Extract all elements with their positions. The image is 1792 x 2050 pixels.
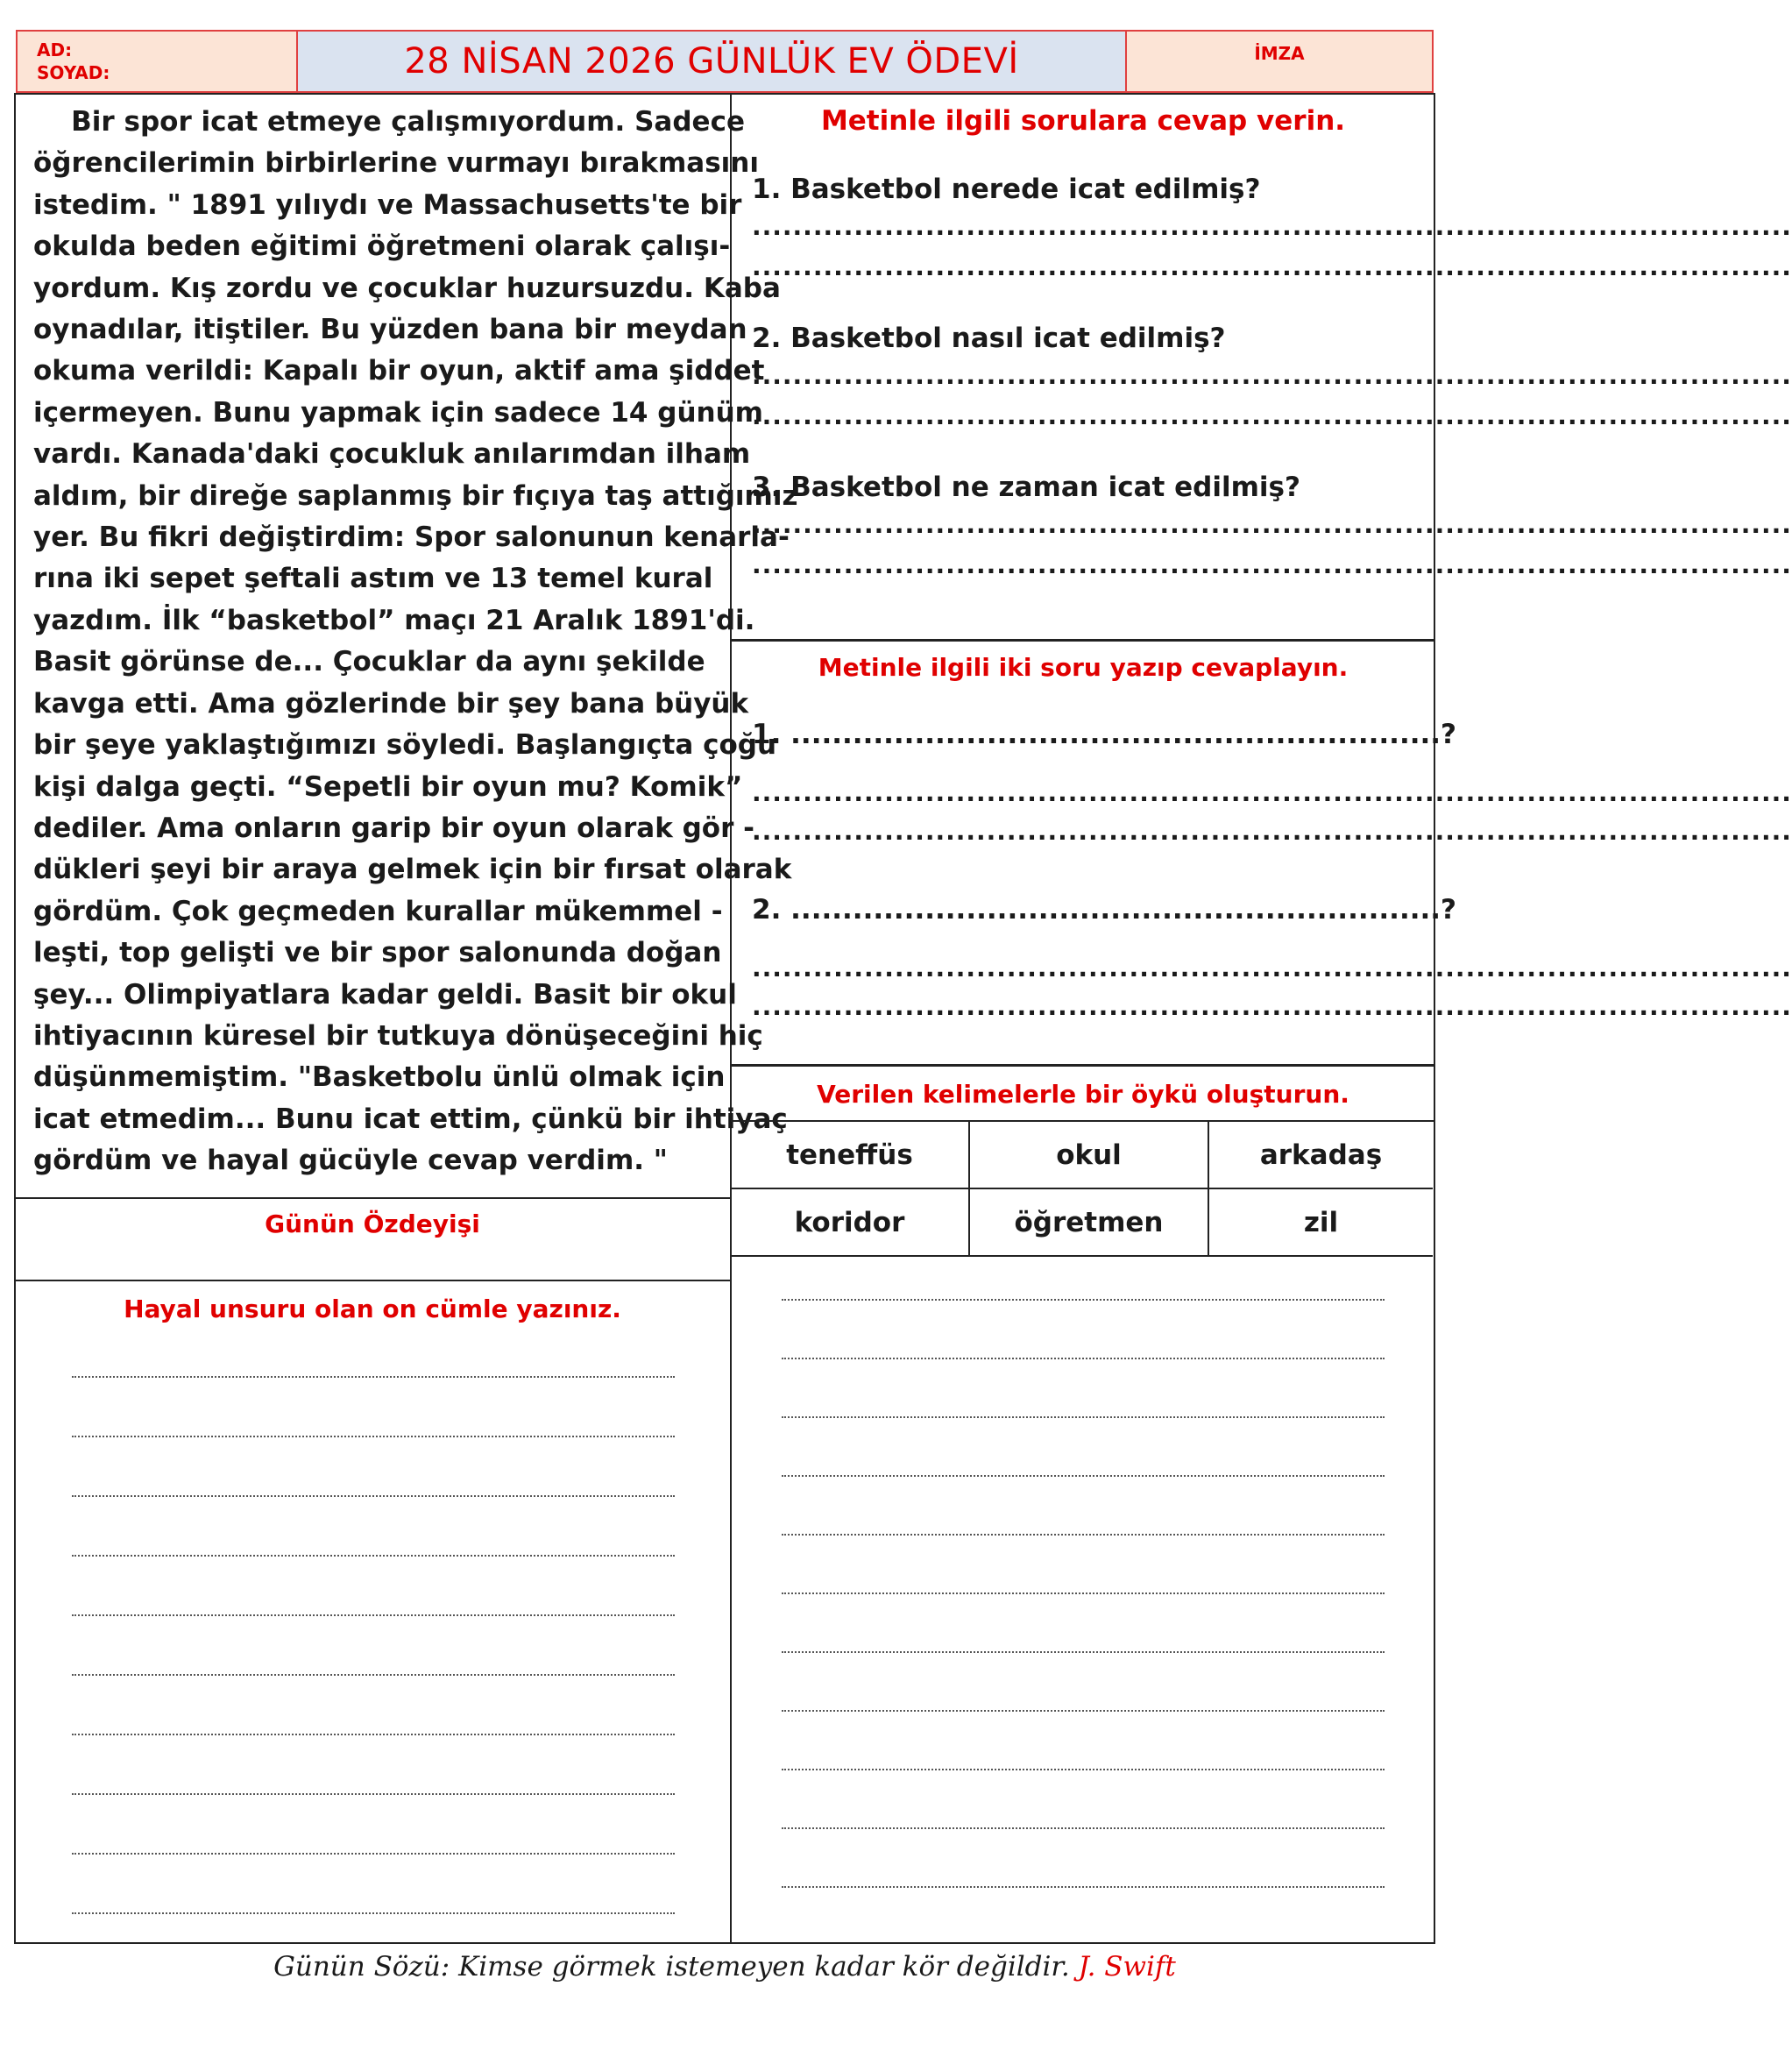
story-line: okuma verildi: Kapalı bir oyun, aktif ama şiddet [33,355,765,387]
story-line: okulda beden eğitimi öğretmeni olarak çalışı- [33,231,731,263]
answer-line[interactable]: ...................................................................................................... [752,510,1792,539]
story-line: şey... Olimpiyatlara kadar geldi. Basit bir okul [33,978,737,1011]
story-line: bir şeye yaklaştığımızı söyledi. Başlangıçta çoğu [33,729,777,762]
writing-line[interactable] [72,1555,675,1557]
writing-line[interactable] [782,1475,1385,1477]
page-title-text: 28 NİSAN 2026 GÜNLÜK EV ÖDEVİ [404,41,1019,82]
signature-label: İMZA [1254,43,1305,64]
motto-title: Günün Özdeyişi [265,1209,480,1238]
writing-line[interactable] [782,1710,1385,1712]
surname-label: SOYAD: [37,62,110,83]
writing-line[interactable] [782,1886,1385,1888]
question-text: 3. Basketbol ne zaman icat edilmiş? [752,472,1300,503]
writing-line[interactable] [782,1534,1385,1536]
story-line: öğrencilerimin birbirlerine vurmayı bırakmasını [33,147,759,180]
write-questions-title: Metinle ilgili iki soru yazıp cevaplayın. [818,653,1349,682]
writing-line[interactable] [72,1674,675,1676]
writing-line[interactable] [72,1853,675,1855]
writing-line[interactable] [72,1495,675,1497]
question-text: 2. Basketbol nasıl icat edilmiş? [752,323,1226,354]
write-questions-divider [731,1064,1435,1067]
story-line: rına iki sepet şeftali astım ve 13 temel kural [33,563,713,595]
word-cell: teneffüs [731,1122,970,1189]
imagination-title: Hayal unsuru olan on cümle yazınız. [124,1295,621,1323]
answer-line[interactable]: ...................................................................................................... [752,252,1792,281]
story-line: vardı. Kanada'daki çocukluk anılarımdan ilham [33,438,751,471]
story-line: Basit görünse de... Çocuklar da aynı şekilde [33,646,705,678]
word-cell: okul [970,1122,1209,1189]
story-line: gördüm. Çok geçmeden kurallar mükemmel - [33,895,723,927]
story-line: kavga etti. Ama gözlerinde bir şey bana büyük [33,687,749,720]
story-line: icat etmedim... Bunu icat ettim, çünkü bir ihtiyaç [33,1103,788,1135]
writing-line[interactable] [782,1416,1385,1418]
story-line: istedim. " 1891 yılıydı ve Massachusetts'te bir [33,188,742,221]
answer-line[interactable]: ...................................................................................................... [752,361,1792,390]
story-line: içermeyen. Bunu yapmak için sadece 14 günüm [33,396,763,429]
writing-line[interactable] [782,1651,1385,1653]
answer-line[interactable]: ...................................................................................................... [752,212,1792,241]
answer-line[interactable]: ...................................................................................................... [752,954,1792,982]
answer-line[interactable]: ...................................................................................................... [752,401,1792,430]
quote-author: J. Swift [1078,1951,1176,1983]
story-words-title: Verilen kelimelerle bir öykü oluşturun. [817,1080,1349,1109]
story-line: leşti, top gelişti ve bir spor salonunda doğan [33,937,722,969]
story-line: düşünmemiştim. "Basketbolu ünlü olmak için [33,1061,726,1094]
name-surname-box[interactable] [16,30,298,93]
story-line: aldım, bir direğe saplanmış bir fıçıya taş attığımız [33,479,798,512]
questions-title: Metinle ilgili sorulara cevap verin. [820,105,1346,137]
answer-line[interactable]: ...................................................................................................... [752,550,1792,579]
story-line: Bir spor icat etmeye çalışmıyordum. Sadece [33,106,745,138]
question-text: 1. Basketbol nerede icat edilmiş? [752,174,1261,205]
writing-line[interactable] [782,1299,1385,1301]
quote-text: Günün Sözü: Kimse görmek istemeyen kadar kör değildir. [273,1951,1070,1983]
word-cell: öğretmen [970,1189,1209,1257]
writing-line[interactable] [72,1614,675,1616]
writing-line[interactable] [72,1734,675,1735]
story-line: oynadılar, itiştiler. Bu yüzden bana bir meydan [33,314,747,346]
story-line: ihtiyacının küresel bir tutkuya dönüşeceğini hiç [33,1019,763,1052]
word-cell: zil [1209,1189,1433,1257]
story-line: dediler. Ama onların garip bir oyun olarak gör - [33,812,755,844]
motto-divider [14,1280,731,1281]
writing-line[interactable] [782,1827,1385,1829]
writing-line[interactable] [782,1592,1385,1594]
write-question-line[interactable]: 1. ...............................................................? [752,719,1457,750]
answer-line[interactable]: ...................................................................................................... [752,817,1792,846]
page-title [296,30,1127,93]
story-line: kişi dalga geçti. “Sepetli bir oyun mu? Komik” [33,770,743,803]
story-line: yordum. Kış zordu ve çocuklar huzursuzdu. Kaba [33,272,781,304]
name-label: AD: [37,39,73,60]
writing-line[interactable] [72,1793,675,1795]
word-cell: koridor [731,1189,970,1257]
story-line: yer. Bu fikri değiştirdim: Spor salonunun kenarla- [33,521,790,554]
story-line: yazdım. İlk “basketbol” maçı 21 Aralık 1891'di. [33,604,755,636]
daily-quote [0,1944,1449,1983]
writing-line[interactable] [72,1436,675,1437]
word-table [731,1122,1435,1257]
story-divider [14,1197,731,1199]
writing-line[interactable] [72,1912,675,1914]
answer-line[interactable]: ...................................................................................................... [752,992,1792,1021]
writing-line[interactable] [782,1358,1385,1359]
signature-box[interactable] [1125,30,1434,93]
story-line: gördüm ve hayal gücüyle cevap verdim. " [33,1145,668,1177]
answer-line[interactable]: ...................................................................................................... [752,778,1792,807]
word-cell: arkadaş [1209,1122,1433,1189]
writing-line[interactable] [782,1769,1385,1770]
writing-line[interactable] [72,1376,675,1378]
story-text [33,102,798,1182]
story-line: dükleri şeyi bir araya gelmek için bir fırsat olarak [33,854,792,886]
questions-divider [731,639,1435,642]
write-question-line[interactable]: 2. ...............................................................? [752,894,1457,926]
